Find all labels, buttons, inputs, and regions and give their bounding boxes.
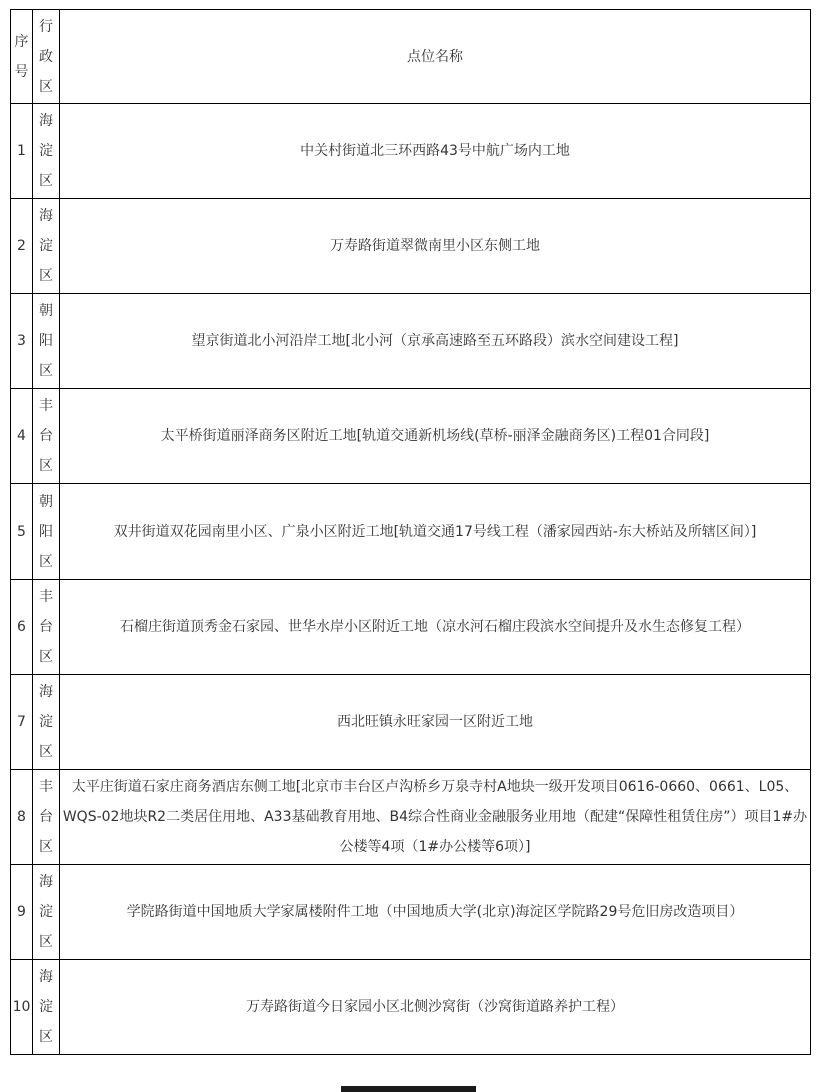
row-district-char: 区 [39, 1029, 53, 1045]
row-district [33, 770, 60, 865]
row-seq: 9 [11, 865, 33, 960]
row-district [33, 104, 60, 199]
row-district-char: 海 [39, 208, 53, 224]
row-seq: 7 [11, 675, 33, 770]
row-district-char: 朝 [39, 493, 53, 510]
row-district-char: 海 [39, 874, 53, 890]
header-district: 行 政 区 [33, 10, 60, 104]
row-district-char: 区 [39, 744, 53, 760]
row-site-name: 望京街道北小河沿岸工地[北小河（京承高速路至五环路段）滨水空间建设工程] [60, 294, 811, 389]
row-district-char: 海 [39, 684, 53, 700]
row-district [33, 484, 60, 580]
clipped-previous-text-line [0, 0, 816, 5]
row-district-char: 台 [39, 809, 53, 825]
row-site-name: 万寿路街道翠微南里小区东侧工地 [60, 199, 811, 294]
row-seq: 2 [11, 199, 33, 294]
row-district-char: 朝 [39, 303, 53, 319]
row-district-char: 区 [39, 268, 53, 284]
row-district-char: 丰 [39, 779, 53, 795]
row-district-char: 阳 [39, 523, 53, 540]
header-seq: 序 号 [11, 10, 33, 104]
table-row [11, 294, 811, 389]
row-district-char: 淀 [39, 143, 53, 159]
row-district-char: 区 [39, 363, 53, 379]
row-district-char: 区 [39, 458, 53, 474]
row-seq: 5 [11, 484, 33, 580]
table-row [11, 675, 811, 770]
row-site-name: 万寿路街道今日家园小区北侧沙窝街（沙窝街道路养护工程） [60, 960, 811, 1055]
table-row [11, 104, 811, 199]
row-district-char: 淀 [39, 238, 53, 254]
table-row [11, 770, 811, 865]
row-district-char: 淀 [39, 904, 53, 920]
row-district [33, 865, 60, 960]
row-seq: 1 [11, 104, 33, 199]
row-district-char: 区 [39, 553, 53, 570]
row-seq: 3 [11, 294, 33, 389]
row-seq: 10 [11, 960, 33, 1055]
row-district [33, 389, 60, 484]
row-district-char: 阳 [39, 333, 53, 349]
row-district-char: 丰 [39, 398, 53, 414]
row-district [33, 675, 60, 770]
row-district [33, 580, 60, 675]
row-site-name: 双井街道双花园南里小区、广泉小区附近工地[轨道交通17号线工程（潘家园西站-东大桥站及所辖区间）] [60, 484, 811, 580]
row-district-char: 台 [39, 428, 53, 444]
table-row [11, 960, 811, 1055]
row-site-name: 太平桥街道丽泽商务区附近工地[轨道交通新机场线(草桥-丽泽金融商务区)工程01合同段] [60, 389, 811, 484]
header-site-name: 点位名称 [60, 10, 811, 104]
footer-banner-fragment [341, 1086, 476, 1092]
row-site-name: 西北旺镇永旺家园一区附近工地 [60, 675, 811, 770]
table-header-row [11, 10, 811, 104]
row-district-char: 区 [39, 649, 53, 665]
row-district-char: 淀 [39, 714, 53, 730]
row-district [33, 960, 60, 1055]
row-site-name: 太平庄街道石家庄商务酒店东侧工地[北京市丰台区卢沟桥乡万泉寺村A地块一级开发项目0616-0660、0661、L05、WQS-02地块R2二类居住用地、A33基础教育用地、B4综合性商业金融服务业用地（配建“保障性租赁住房”）项目1#办公楼等4项（1#办公楼等6项）] [60, 770, 811, 865]
row-district-char: 海 [39, 113, 53, 129]
table-row [11, 389, 811, 484]
table-row [11, 865, 811, 960]
row-district [33, 199, 60, 294]
row-district-char: 区 [39, 839, 53, 855]
table-row [11, 484, 811, 580]
construction-sites-table [10, 9, 811, 1055]
table-row [11, 199, 811, 294]
row-site-name: 学院路街道中国地质大学家属楼附件工地（中国地质大学(北京)海淀区学院路29号危旧房改造项目） [60, 865, 811, 960]
row-site-name: 石榴庄街道顶秀金石家园、世华水岸小区附近工地（凉水河石榴庄段滨水空间提升及水生态修复工程） [60, 580, 811, 675]
row-district-char: 海 [39, 969, 53, 985]
row-seq: 6 [11, 580, 33, 675]
table-row [11, 580, 811, 675]
row-district-char: 淀 [39, 999, 53, 1015]
row-district [33, 294, 60, 389]
row-site-name: 中关村街道北三环西路43号中航广场内工地 [60, 104, 811, 199]
row-district-char: 台 [39, 619, 53, 635]
row-seq: 8 [11, 770, 33, 865]
row-district-char: 区 [39, 173, 53, 189]
row-seq: 4 [11, 389, 33, 484]
row-district-char: 丰 [39, 589, 53, 605]
row-district-char: 区 [39, 934, 53, 950]
